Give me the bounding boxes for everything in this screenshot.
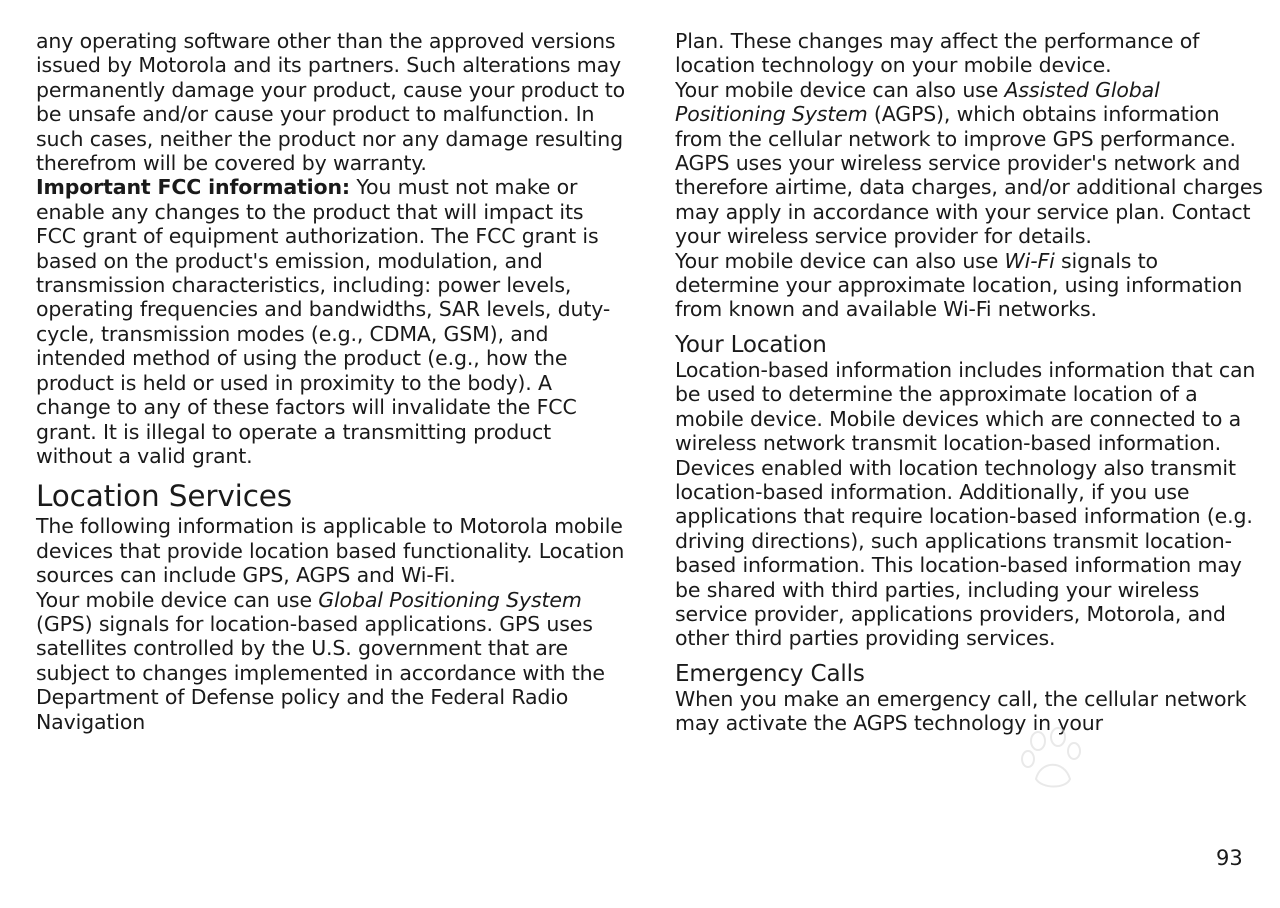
wifi-post: signals to determine your approximate location, using information from known and available Wi-Fi networks. — [675, 248, 1243, 322]
baidu-watermark — [900, 725, 1200, 865]
location-services-intro: The following information is applicable to Motorola mobile devices that provide location based functionality. Location sources can include GPS, AGPS and Wi-Fi. — [36, 514, 625, 588]
wifi-term: Wi-Fi — [1004, 248, 1055, 273]
fcc-text: You must not make or enable any changes to the product that will impact its FCC grant of equipment authorization. The FCC grant is based on the product's emission, modulation, and transmission characteristics, including: power levels, operating frequencies and bandwidths, SAR levels, duty-cycle, transmission modes (e.g., CDMA, GSM), and intended method of using the product (e.g., how the product is held or used in proximity to the body). A change to any of these factors will invalidate the FCC grant. It is illegal to operate a transmitting product without a valid grant. — [36, 175, 611, 468]
fcc-paragraph — [36, 175, 626, 468]
plan-paragraph: Plan. These changes may affect the performance of location technology on your mobile device. — [675, 29, 1200, 78]
your-location-heading: Your Location — [675, 331, 827, 358]
agps-pre: Your mobile device can also use — [675, 77, 1005, 102]
gps-pre: Your mobile device can use — [36, 587, 319, 612]
agps-paragraph — [675, 78, 1265, 249]
gps-post: (GPS) signals for location-based applications. GPS uses satellites controlled by the U.S. government that are subject to changes implemented in accordance with the Department of Defense policy and the Federal Radio Navigation — [36, 611, 605, 734]
left-column — [36, 29, 626, 734]
gps-term: Global Positioning System — [318, 587, 582, 612]
agps-term: Assisted Global Positioning System — [675, 77, 1160, 127]
fcc-label: Important FCC information: — [36, 175, 350, 200]
gps-paragraph — [36, 588, 626, 734]
location-services-heading: Location Services — [36, 479, 292, 514]
your-location-paragraph: Location-based information includes information that can be used to determine the approximate location of a mobile device. Mobile devices which are connected to a wireless network transmit location-based information. Devices enabled with location technology also transmit location-based information. Additionally, if you use applications that require location-based information (e.g. driving directions), such applications transmit location-based information. This location-based information may be shared with third parties, including your wireless service provider, applications providers, Motorola, and other third parties providing services. — [675, 357, 1256, 651]
wifi-paragraph — [675, 249, 1265, 322]
agps-post: (AGPS), which obtains information from the cellular network to improve GPS performance. AGPS uses your wireless service provider's network and therefore airtime, data charges, and/or additional charges may apply in accordance with your service plan. Contact your wireless service provider for details. — [675, 102, 1263, 249]
warranty-paragraph: any operating software other than the approved versions issued by Motorola and its partners. Such alterations may permanently damage your product, cause your product to be unsafe and/or cause your product to malfunction. In such cases, neither the product nor any damage resulting therefrom will be covered by warranty. — [36, 29, 626, 176]
right-column — [675, 29, 1265, 736]
emergency-calls-paragraph: When you make an emergency call, the cellular network may activate the AGPS technology in your — [675, 686, 1247, 736]
emergency-calls-heading: Emergency Calls — [675, 660, 865, 687]
page-number: 93 — [1216, 846, 1243, 870]
wifi-pre: Your mobile device can also use — [675, 248, 1005, 273]
